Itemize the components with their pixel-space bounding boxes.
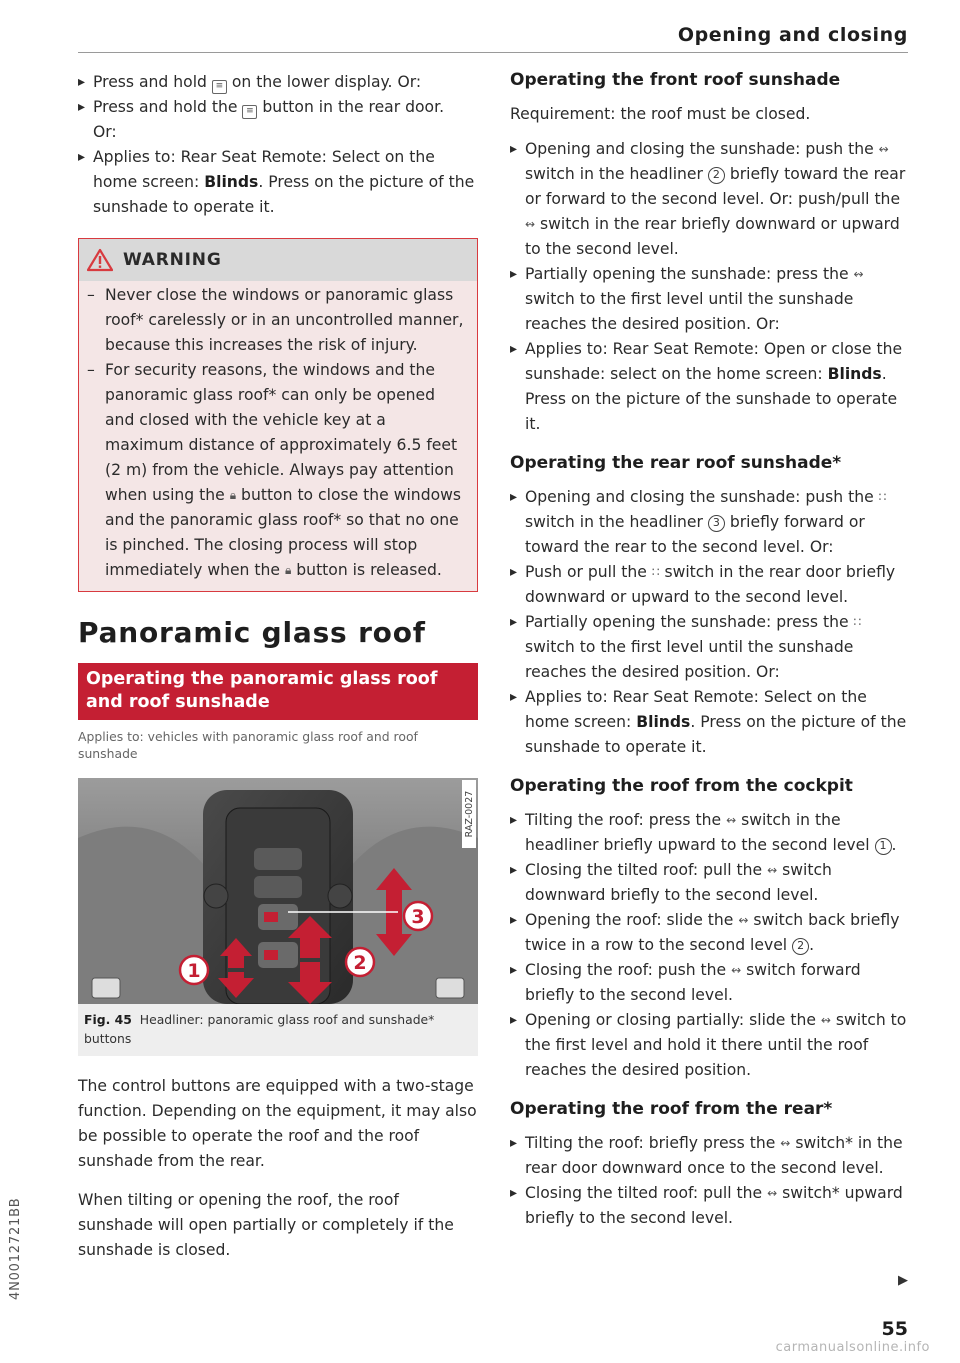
warning-box — [78, 238, 478, 592]
roof-switch-icon: ↭ — [780, 1136, 791, 1150]
text: button in the rear door. — [257, 98, 445, 116]
roof-switch-icon: ↭ — [738, 913, 749, 927]
body-text — [78, 1074, 478, 1263]
roof-switch-icon: ↭ — [878, 142, 889, 156]
intro-or: Or: — [93, 123, 117, 141]
callout-ref-3-icon: 3 — [708, 515, 725, 532]
bold-term: Blinds — [636, 713, 691, 731]
rear-sunshade-switch-icon: ∷ — [651, 565, 660, 579]
applies-note: Applies to: vehicles with panoramic glass roof and roof sunshade — [78, 729, 418, 761]
cockpit-roof-bullet: ▸ Opening the roof: slide the ↭ switch back briefly twice in a row to the second level 2 . — [510, 908, 912, 958]
roof-switch-icon: ↭ — [525, 217, 536, 231]
text: . Press on the picture of the sunshade to operate it. — [525, 365, 898, 433]
rear-sunshade-bullet-1: ▸ Opening and closing the sunshade: push the ∷ switch in the headliner 3 briefly forward or toward the rear to the second level. Or: — [510, 485, 912, 560]
text: . Press on the picture of the sunshade to operate it. — [525, 713, 907, 756]
bold-term: Blinds — [827, 365, 882, 383]
figure-code: RAZ-0027 — [464, 790, 475, 838]
caption-label: Fig. 45 — [84, 1012, 132, 1027]
text: Applies to: Rear Seat Remote: Select on the home screen: — [525, 688, 867, 731]
warning-header — [79, 239, 477, 281]
rear-sunshade-switch-icon: ∷ — [853, 615, 862, 629]
front-sunshade-bullet-1: ▸ Opening and closing the sunshade: push the ↭ switch in the headliner 2 briefly toward the rear or forward to the second level. Or: push/pull the ↭ switch in the rear briefly downward or upward to the second level. — [510, 137, 912, 262]
cockpit-roof-bullet: ▸ Closing the roof: push the ↭ switch forward briefly to the second level. — [510, 958, 912, 1008]
subsection-title-bar: Operating the panoramic glass roof and roof sunshade — [78, 663, 478, 720]
rear-sunshade-bullet-2: ▸ Push or pull the ∷ switch in the rear door briefly downward or upward to the second level. — [510, 560, 912, 610]
cockpit-roof-bullet: ▸ Opening or closing partially: slide the ↭ switch to the first level and hold it there until the roof reaches the desired position. — [510, 1008, 912, 1083]
key-lock-icon: 🔒︎ — [229, 488, 237, 502]
text: . Press on the picture of the sunshade to operate it. — [93, 173, 475, 216]
callout-ref-1-icon: 1 — [875, 838, 892, 855]
warning-item-2 — [87, 358, 469, 583]
document-code: 4N0012721BB — [8, 1197, 23, 1300]
intro-bullet-2 — [78, 95, 478, 120]
warning-title: WARNING — [123, 250, 222, 270]
roof-switch-icon: ↭ — [767, 863, 778, 877]
bold-term: Blinds — [204, 173, 259, 191]
roof-switch-icon: ↭ — [726, 813, 737, 827]
callout-ref-2-icon: 2 — [792, 938, 809, 955]
front-sunshade-bullet-3 — [510, 337, 912, 437]
header-rule — [78, 52, 908, 53]
rear-sunshade-bullet-3: ▸ Partially opening the sunshade: press the ∷ switch to the first level until the sunshade reaches the desired position. Or: — [510, 610, 912, 685]
window-sunshade-icon: ≡ — [212, 80, 227, 94]
roof-switch-icon: ↭ — [820, 1013, 831, 1027]
text: For security reasons, the windows and the panoramic glass roof* can only be opened and closed with the vehicle key at a maximum distance of approximately 6.5 feet (2 m) from the vehicle. Always pay attention when using the — [105, 361, 458, 504]
text: Press and hold — [93, 73, 212, 91]
text: on the lower display. Or: — [226, 73, 422, 91]
headliner-illustration — [78, 778, 478, 1004]
figure-45 — [78, 778, 478, 1056]
roof-switch-icon: ↭ — [731, 963, 742, 977]
window-sunshade-icon: ≡ — [242, 105, 257, 119]
section-front-sunshade — [510, 70, 912, 437]
continue-arrow-icon: ▶ — [898, 1273, 908, 1288]
callout-1: 1 — [187, 960, 201, 982]
section-heading: Panoramic glass roof — [78, 616, 426, 649]
callout-ref-2-icon: 2 — [708, 167, 725, 184]
paragraph-2: When tilting or opening the roof, the roof sunshade will open partially or completely if the sunshade is closed. — [78, 1191, 454, 1259]
text: Applies to: Rear Seat Remote: Select on the home screen: — [93, 148, 435, 191]
front-sunshade-bullet-2: ▸ Partially opening the sunshade: press the ↭ switch to the first level until the sunshade reaches the desired position. Or: — [510, 262, 912, 337]
rear-roof-heading: Operating the roof from the rear* — [510, 1099, 833, 1119]
figure-caption — [78, 1004, 478, 1056]
roof-switch-icon: ↭ — [767, 1186, 778, 1200]
warning-triangle-icon — [87, 248, 113, 272]
roof-switch-icon: ↭ — [853, 267, 864, 281]
section-rear-roof — [510, 1099, 912, 1231]
intro-bullet-1 — [78, 70, 478, 95]
text: Press and hold the — [93, 98, 243, 116]
page-number: 55 — [881, 1318, 908, 1340]
right-column — [510, 70, 912, 1247]
warning-body — [79, 281, 477, 591]
watermark: carmanualsonline.info — [775, 1340, 930, 1355]
section-cockpit-roof — [510, 776, 912, 1083]
section-rear-sunshade — [510, 453, 912, 760]
rear-roof-bullet: ▸ Closing the tilted roof: pull the ↭ switch* upward briefly to the second level. — [510, 1181, 912, 1231]
rear-sunshade-switch-icon: ∷ — [878, 490, 887, 504]
front-sunshade-heading: Operating the front roof sunshade — [510, 70, 841, 90]
left-column — [78, 70, 478, 1263]
cockpit-roof-heading: Operating the roof from the cockpit — [510, 776, 853, 796]
rear-sunshade-bullet-4 — [510, 685, 912, 760]
text: Applies to: Rear Seat Remote: Open or close the sunshade: select on the home screen: — [525, 340, 903, 383]
callout-3: 3 — [411, 906, 425, 928]
caption-text: Headliner: panoramic glass roof and sunshade* buttons — [84, 1012, 435, 1046]
page-header-title: Opening and closing — [677, 24, 908, 46]
warning-item-1: – Never close the windows or panoramic glass roof* carelessly or in an uncontrolled manner, because this increases the risk of injury. — [87, 283, 469, 358]
rear-sunshade-heading: Operating the rear roof sunshade* — [510, 453, 842, 473]
rear-roof-bullet: ▸ Tilting the roof: briefly press the ↭ switch* in the rear door downward once to the second level. — [510, 1131, 912, 1181]
paragraph-1: The control buttons are equipped with a two-stage function. Depending on the equipment, it may also be possible to operate the roof and the roof sunshade from the rear. — [78, 1077, 477, 1170]
key-lock-icon: 🔒︎ — [284, 563, 292, 577]
front-sunshade-requirement: Requirement: the roof must be closed. — [510, 105, 811, 123]
callout-2: 2 — [353, 952, 367, 974]
text: button to close the windows and the panoramic glass roof* so that no one is pinched. The closing process will stop immediately when the — [105, 486, 462, 579]
intro-bullet-3 — [78, 145, 478, 220]
text: button is released. — [291, 561, 442, 579]
cockpit-roof-bullet: ▸ Tilting the roof: press the ↭ switch in the headliner briefly upward to the second level 1 . — [510, 808, 912, 858]
cockpit-roof-bullet: ▸ Closing the tilted roof: pull the ↭ switch downward briefly to the second level. — [510, 858, 912, 908]
